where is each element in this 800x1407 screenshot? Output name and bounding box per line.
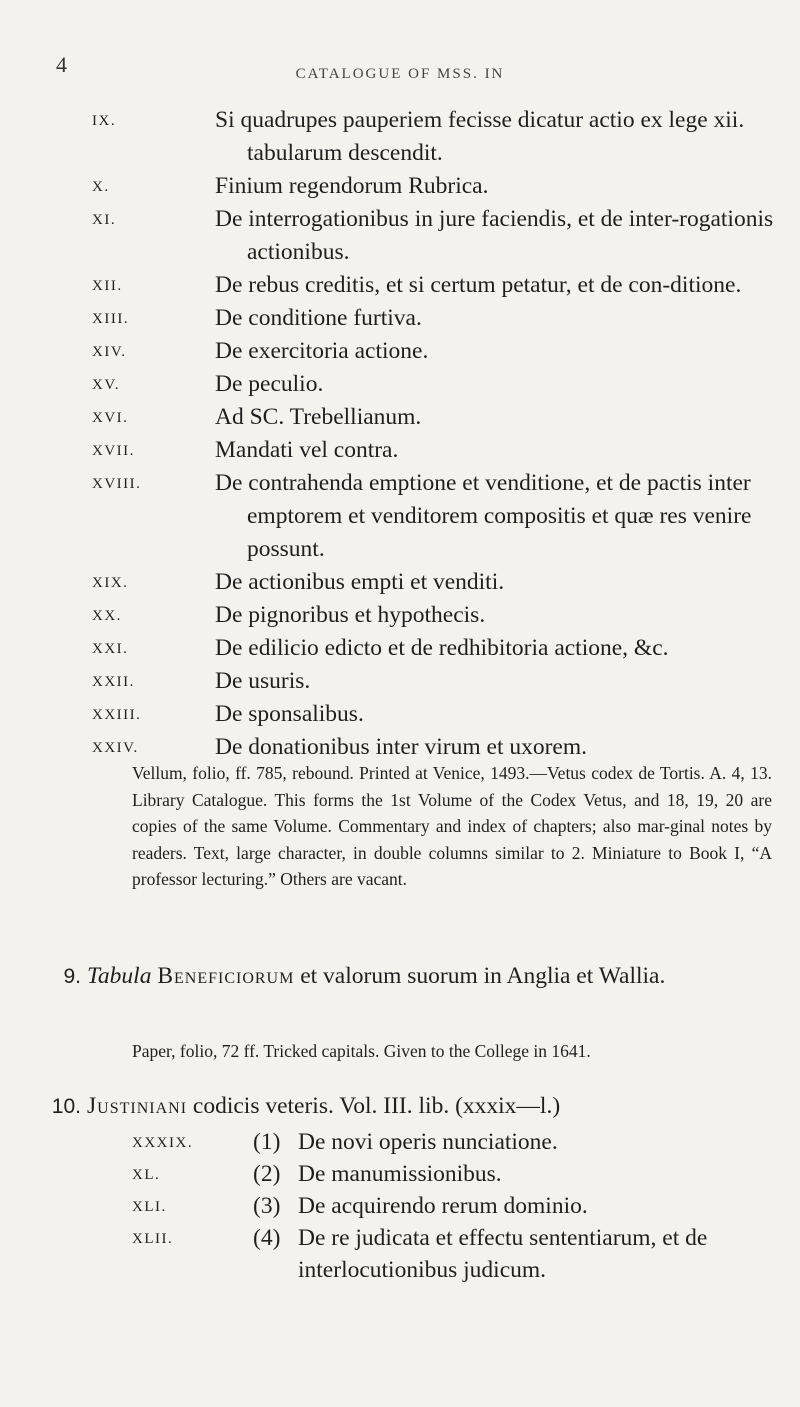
chapter-title: De donationibus inter virum et uxorem.: [215, 734, 588, 760]
chapter-item: [0, 434, 800, 467]
chapter-title: Finium regendorum Rubrica.: [215, 173, 489, 199]
subchapter-number: XLI.: [132, 1199, 167, 1215]
chapter-title: De exercitoria actione.: [215, 338, 429, 364]
chapter-item: [0, 467, 800, 566]
chapter-title: De conditione furtiva.: [215, 305, 422, 331]
chapter-title: De sponsalibus.: [215, 701, 364, 727]
subchapter-item: [0, 1222, 800, 1286]
entry-9-note: Paper, folio, 72 ff. Tricked capitals. Given to the College in 1641.: [132, 1041, 591, 1061]
chapter-item: [0, 401, 800, 434]
entry-10-subchapter-list: [0, 1126, 800, 1286]
chapter-title: De usuris.: [215, 668, 311, 694]
subchapter-item: [0, 1190, 800, 1222]
chapter-number: XIII.: [92, 311, 130, 327]
chapter-title: Mandati vel contra.: [215, 437, 399, 463]
chapter-item: [0, 335, 800, 368]
entry-title-smallcaps: Justiniani: [87, 1093, 188, 1119]
chapter-item: [0, 104, 800, 170]
chapter-title: De edilicio edicto et de redhibitoria actione, &c.: [215, 635, 669, 661]
catalogue-entry-9: [63, 960, 767, 993]
chapter-number: XX.: [92, 608, 122, 624]
chapter-title: Si quadrupes pauperiem fecisse dicatur actio ex lege xii. tabularum descendit.: [215, 107, 745, 166]
subchapter-index: (3): [253, 1193, 281, 1219]
chapter-number: XIV.: [92, 344, 127, 360]
chapter-list: [0, 104, 800, 764]
chapter-number: XVII.: [92, 443, 135, 459]
subchapter-index: (4): [253, 1225, 281, 1251]
entry-title-rest: codicis veteris. Vol. III. lib. (xxxix—l.): [192, 1093, 561, 1119]
chapter-title: De actionibus empti et venditi.: [215, 569, 505, 595]
subchapter-title: De manumissionibus.: [298, 1161, 502, 1187]
chapter-number: XXII.: [92, 674, 135, 690]
chapter-item: [0, 599, 800, 632]
chapter-item: [0, 170, 800, 203]
subchapter-title: De novi operis nunciatione.: [298, 1129, 558, 1155]
chapter-item: [0, 302, 800, 335]
subchapter-item: [0, 1126, 800, 1158]
page-number: 4: [56, 52, 67, 77]
chapter-number: XI.: [92, 212, 117, 228]
chapter-item: [0, 665, 800, 698]
chapter-item: [0, 698, 800, 731]
chapter-number: XV.: [92, 377, 120, 393]
chapter-item: [0, 368, 800, 401]
running-head: CATALOGUE OF MSS. IN: [295, 66, 505, 82]
chapter-number: XVI.: [92, 410, 129, 426]
chapter-title: De rebus creditis, et si certum petatur, et de con-ditione.: [215, 272, 742, 298]
chapter-title: De pignoribus et hypothecis.: [215, 602, 486, 628]
subchapter-index: (2): [253, 1161, 281, 1187]
entry-title-smallcaps: Beneficiorum: [157, 963, 295, 989]
chapter-title: De contrahenda emptione et venditione, et de pactis inter emptorem et venditorem compositis et quæ res venire possunt.: [215, 470, 752, 562]
subchapter-number: XLII.: [132, 1231, 174, 1247]
chapter-number: XXIII.: [92, 707, 142, 723]
entry-number: 10.: [51, 1095, 81, 1118]
chapter-title: De interrogationibus in jure faciendis, et de inter-rogationis actionibus.: [215, 206, 774, 265]
chapter-title: De peculio.: [215, 371, 324, 397]
subchapter-index: (1): [253, 1129, 281, 1155]
entry-number: 9.: [63, 965, 81, 988]
subchapter-title: De re judicata et effectu sententiarum, et de interlocutionibus judicum.: [298, 1225, 708, 1283]
chapter-number: XVIII.: [92, 476, 142, 492]
subchapter-number: XL.: [132, 1167, 161, 1183]
chapter-number: XXIV.: [92, 740, 139, 756]
subchapter-item: [0, 1158, 800, 1190]
entry-title-rest: et valorum suorum in Anglia et Wallia.: [300, 963, 666, 989]
chapter-item: [0, 632, 800, 665]
chapter-item: [0, 566, 800, 599]
catalogue-entry-10: [51, 1090, 767, 1123]
chapter-number: XIX.: [92, 575, 129, 591]
chapter-title: Ad SC. Trebellianum.: [215, 404, 422, 430]
chapter-number: XXI.: [92, 641, 129, 657]
subchapter-title: De acquirendo rerum dominio.: [298, 1193, 588, 1219]
description-note: Vellum, folio, ff. 785, rebound. Printed at Venice, 1493.—Vetus codex de Tortis. A. 4, 13. Library Catalogue. This forms the 1st Volume of the Codex Vetus, and 18, 19, 20 are copies of the same Volume. Commentary and index of chapters; also mar-ginal notes by readers. Text, large character, in double columns similar to 2. Miniature to Book I, “A professor lecturing.” Others are vacant.: [132, 763, 772, 889]
chapter-number: X.: [92, 179, 110, 195]
chapter-item: [0, 203, 800, 269]
chapter-number: XII.: [92, 278, 123, 294]
chapter-item: [0, 269, 800, 302]
chapter-number: IX.: [92, 113, 117, 129]
subchapter-number: XXXIX.: [132, 1135, 194, 1151]
entry-title-italic: Tabula: [87, 963, 152, 989]
